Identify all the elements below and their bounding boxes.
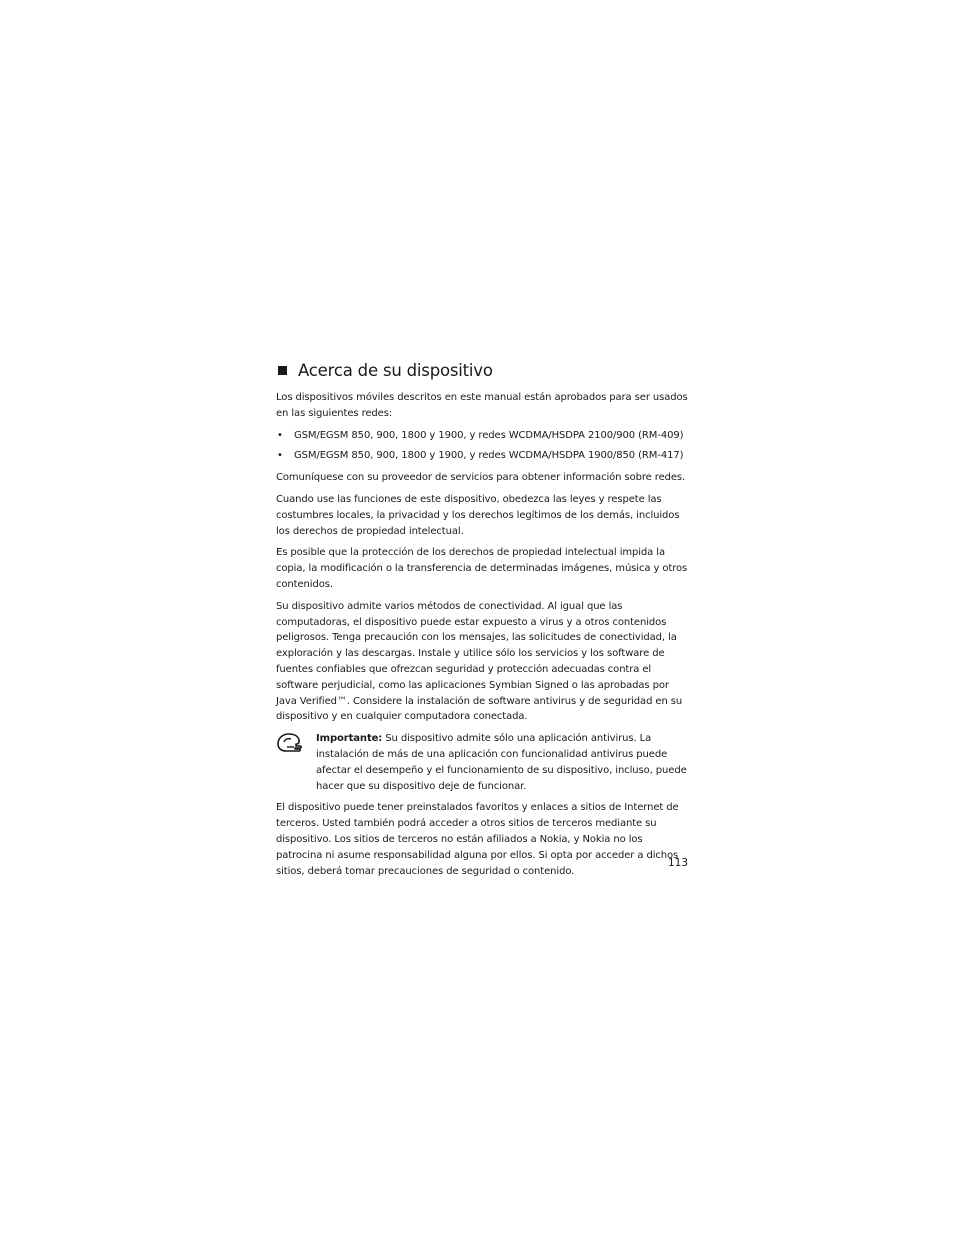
list-item [276,428,688,444]
body-paragraph: Comuníquese con su proveedor de servicios para obtener información sobre redes. [276,472,686,484]
body-paragraph: Su dispositivo admite varios métodos de conectividad. Al igual que las computadoras, el dispositivo puede estar expuesto a virus y a otros contenidos peligrosos. Tenga precaución con los mensajes, las solicitudes de conectividad, la exploración y las descargas. Instale y utilice sólo los servicios y los software de fuentes confiables que ofrezcan seguridad y protección adecuadas contra el software perjudicial, como las aplicaciones Symbian Signed o las aprobadas por Java Verified™. Considere la instalación de software antivirus y de seguridad en su dispositivo y en cualquier computadora conectada. [276,600,683,723]
section-heading [276,358,688,382]
list-bullet: • [277,429,283,441]
important-hand-icon [276,731,316,794]
heading-square-bullet [278,366,287,375]
manual-page [276,358,688,885]
intro-paragraph: Los dispositivos móviles descritos en este manual están aprobados para ser usados en las siguientes redes: [276,392,688,419]
note-body: Su dispositivo admite sólo una aplicación antivirus. La instalación de más de una aplicación con funcionalidad antivirus puede afectar el desempeño y el funcionamiento de su dispositivo, incluso, puede hacer que su dispositivo deje de funcionar. [316,733,687,792]
list-item [276,448,688,464]
note-text [316,731,688,794]
note-label: Importante: [316,733,383,745]
network-item-text: GSM/EGSM 850, 900, 1800 y 1900, y redes WCDMA/HSDPA 2100/900 (RM-409) [294,429,684,441]
closing-paragraph: El dispositivo puede tener preinstalados favoritos y enlaces a sitios de Internet de terceros. Usted también podrá acceder a otros sitios de terceros mediante su dispositivo. Los sitios de terceros no están afiliados a Nokia, y Nokia no los patrocina ni asume responsabilidad alguna por ellos. Si opta por acceder a dichos sitios, deberá tomar precauciones de seguridad o contenido. [276,802,679,877]
body-paragraph: Cuando use las funciones de este dispositivo, obedezca las leyes y respete las costumbres locales, la privacidad y los derechos legítimos de los demás, incluidos los derechos de propiedad intelectual. [276,493,680,537]
important-note [276,731,688,794]
list-bullet: • [277,450,283,462]
section-title: Acerca de su dispositivo [298,360,493,380]
network-item-text: GSM/EGSM 850, 900, 1800 y 1900, y redes WCDMA/HSDPA 1900/850 (RM-417) [294,450,684,462]
page-number: 113 [667,857,688,869]
network-list [276,428,688,465]
body-paragraph: Es posible que la protección de los derechos de propiedad intelectual impida la copia, la modificación o la transferencia de determinadas imágenes, música y otros contenidos. [276,547,688,590]
